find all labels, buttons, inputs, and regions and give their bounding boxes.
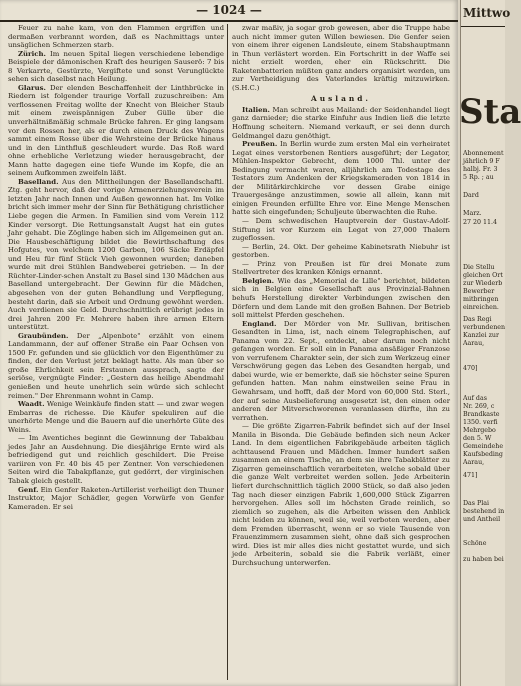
adjacent-page-rule [461, 26, 505, 27]
adjacent-page-line: Gemeindehe [463, 443, 504, 450]
article-text: In Berlin wurde zum ersten Mal ein verheiratet Legat eines verstorbenen Rentiers ausgeführt; der Legator, Mühlen-Inspektor Gebrecht, dem 1000 Thl. unter der Bedingung vermacht waren, alljährlich am Todestage des Testators zum Andenken der Kriegskameraden von 1814 in der Militärkirchkirche vor dessen Grabe einige Trauergesänge anzustimmen, sowie all allein, kann mit einigen Freunden erfüllte Ehre vor. Eine Menge Menschen hatte sich eingefunden; Schuljeute überwachten die Ruhe. [232, 140, 450, 217]
adjacent-page-line: 1350. verfi [463, 419, 498, 426]
article-text: — Dem schwedischen Hauptverein der Gustav-Adolf-Stiftung ist vor Kurzem ein Legat von 27,000 Thalern zugeflossen. [232, 217, 450, 243]
adjacent-page-line: Auf das [463, 395, 487, 402]
article-paragraph [8, 332, 224, 400]
adjacent-page-line: den 5. W [463, 435, 492, 442]
dateline: Italien. [242, 105, 270, 114]
article-text: Wenige Weinkäufe finden statt — und zwar wegen Embarras de richesse. Die Käufer spekuliren auf die unerhörte Menge und die Bauern auf die unerhörte Güte des Weins. [8, 400, 224, 434]
dateline: Graubünden. [18, 331, 69, 340]
dateline: Baselland. [18, 177, 59, 186]
adjacent-page-line: 5 Rp. ; au [463, 174, 494, 181]
adjacent-page-line: zu haben bei [463, 556, 504, 563]
adjacent-page-line: bestehend in [463, 508, 505, 515]
article-text: — Die größte Zigarren-Fabrik befindet sich auf der Insel Manila in Bisonda. Die Gebäude befinden sich neun Acker Land. In dem eigentlichen Fabrikgebäude arbeiten täglich achttausend Frauen und Mädchen. Immer hundert saßen zusammen an einem Tische, an dem sie ihre Tabakblätter zu Zigarren gemeinschaftlich verarbeiteten, welche sobald über die ganze Welt verbreitet werden sollen. Jede Arbeiterin liefert durchschnittlich täglich 2000 Stück, so daß also jeden Tag nach dieser einzigen Fabrik 1,600,000 Stück Zigarren hervorgehen. Alles soll im höchsten Grade reinlich, so ziemlich so zugehen, als die Arbeiten wissen den Anblick nicht leiden zu können, weil sie, weil verboten werden, aber dem Fremden überrascht, wenn er so viele Tausende von Frauenzimmern zusammen sieht, ohne daß sich gesprochen wird. Dies ist mir alles dies nicht gestattet wurde, und sich jede Arbeiterin, sobald sie die Fabrik verläßt, einer Durchsuchung unterwerfen. [232, 422, 450, 567]
adjacent-page-fragment [459, 0, 521, 686]
article-paragraph [8, 434, 224, 485]
dateline: Preußen. [242, 140, 278, 149]
article-paragraph [8, 84, 224, 178]
article-paragraph [232, 422, 450, 567]
right-column [232, 24, 450, 680]
page-header [0, 0, 458, 22]
adjacent-page-line: Schöne [463, 540, 487, 547]
article-text: Der elenden Beschaffenheit der Linthbrücke in Riedern ist folgender traurige Vorfall zuzuschreiben: Am verflossenen Freitag wollte der Knecht von Bleicher Staub mit einem zweispännigen Zuber Gülle über die unverhältnißmäßig schmale Brücke fahren. Er ging langsam vor den Rossen her, als er durch einen Druck des Wagens sammt einem Rosse über die Wehrsteine der Brücke hinaus und in den Linthfluß geschleudert wurde. Das Roß ward ohne erhebliche Verletzung wieder herausgebracht, der Mann hatte dagegen eine tiefe Wunde im Kopfe, die an seinem Aufkommen zweifeln läßt. [8, 83, 224, 178]
dateline: England. [242, 319, 277, 328]
article-paragraph [232, 24, 450, 92]
article-text: zwar maßiv, ja sogar grob gewesen, aber die Truppe habe auch nicht immer guten Willen bewiesen. Die Genfer seien von einem ihrer eigenen Landsleute, einem Stabshauptmann in Thun verlästert worden. Ein Fortschritt in der Waffe sei nicht erzielt worden, eher ein Rückschritt. Die Raketenbatterien müßten ganz anders organisirt werden, um zur Vertheidigung des Vaterlandes kräftig mitzuwirken. (S.H.C.) [232, 24, 450, 92]
article-text: — Berlin, 24. Okt. Der geheime Kabinetsrath Niebuhr ist gestorben. [232, 242, 450, 260]
dateline: Zürich. [18, 49, 46, 58]
article-text: Aus den Mittheilungen der Basellandschaftl. Ztg. geht hervor, daß der vorige Armenerziehungsverein im letzten Jahr nach Innen und Außen gewonnen hat. Im Volke bricht sich immer mehr der Sinn für Bethätigung christlicher Liebe gegen die Armen. In Familien sind vom Verein 112 Kinder versorgt. Die Rettungsanstalt Augst hat ein gutes Jahr gehabt. Die Zöglinge haben sich im Allgemeinen gut an. Die Hausbeschäftigung bildet die Bewirthschaftung des Hofgutes, von welchem 1200 Garben, 106 Säcke Erdäpfel und Heu für fünf Stück Vieh gewonnen wurden; daneben wurde mit drei Stühlen Bandweberei getrieben. — In der Rüchter-Linder-schen Anstalt zu Basel sind 130 Mädchen aus Baselland untergebracht. Der Gewinn für die Mädchen, abgesehen von der guten Behandlung und Verpflegung, besteht darin, daß sie Arbeit und Ordnung gewöhnt werden. Auch verdienen sie Geld. Durchschnittlich erübrigt jedes in drei Jahren 200 Fr. Mehrere haben ihre armen Eltern unterstützt. [8, 177, 224, 332]
article-text: Feuer zu nahe kam, von den Flammen ergriffen und dermaßen verbrannt worden, daß es Nachmittags unter unsäglichen Schmerzen starb. [8, 24, 224, 50]
adjacent-page-line: Aarau, [463, 340, 485, 347]
article-paragraph [232, 106, 450, 140]
article-paragraph [8, 178, 224, 332]
article-text: Im neuen Spital liegen verschiedene lebendige Beispiele der dämonischen Kraft des heurigen Sauserö: 7 bis 8 Verkarrte, Gestürzte, Vergiftete und sonst Verunglückte sehen sich daselbst nach Heilung. [8, 49, 224, 84]
page-number: — 1024 — [196, 3, 262, 17]
adjacent-page-line: Aarau, [463, 459, 485, 466]
adjacent-page-masthead: Sta [459, 92, 521, 132]
adjacent-page-line: halbj. Fr. 3 [463, 166, 498, 173]
adjacent-page-line: Mehrgebo [463, 427, 496, 434]
article-paragraph [8, 24, 224, 50]
adjacent-page-line: mitbringen [463, 296, 499, 303]
adjacent-page-title: Mittwo [463, 6, 511, 20]
article-paragraph [232, 243, 450, 260]
article-text: Der Mörder von Mr. Sullivan, britischen Gesandten in Lima, ist, nach einem Telegraphischen, auf Panama vom 22. Sept., entdeckt, aber darum noch nicht gefangen worden. Er soll ein in Panama ansäßiger Franzose von verrufenem Charakter sein, der sich zum Werkzeug einer Verschwörung gegen das Leben des Gesandten hergab, und dabei wurde, wie er bemerkte, daß sie höchster seine Spuren gefunden hatten. Man nahm einstweilen seine Frau in Gewahrsam, und hofft, daß der Mord von 60,000 Std. Sterl., der auf seine Ausbelieferung ausgesetzt ist, den einen oder anderen der Mitverschworenen veranlassen dürfte, ihn zu verrathen. [232, 319, 450, 422]
adjacent-page-line: jährlich 9 F [463, 158, 500, 165]
left-column [8, 24, 224, 680]
adjacent-page-line: Dard [463, 192, 479, 199]
article-text: Ein Genfer Raketen-Artillerist verheiligt den Thuner Instruktor, Major Schädler, gegen Vorwürfe von Genfer Kameraden. Er sei [8, 485, 224, 511]
adjacent-page-line: Bewerber [463, 288, 495, 295]
adjacent-page-line: 471] [463, 472, 478, 479]
adjacent-page-line: 27 20 11.4 [463, 219, 498, 226]
adjacent-page-line: einreichen. [463, 304, 499, 311]
dateline: Waadt. [18, 400, 45, 409]
article-text: Man schreibt aus Mailand: der Seidenhandel liegt ganz darnieder; die starke Einfuhr aus Indien ließ die letzte Hoffnung scheitern. Niemand verkauft, er sei denn durch Geldmangel dazu genöthigt. [232, 105, 450, 140]
adjacent-page-line: Das Plai [463, 500, 490, 507]
article-text: — Prinz von Preußen ist für drei Monate zum Stellvertreter des kranken Königs ernannt. [232, 259, 450, 277]
adjacent-page-line: 470] [463, 365, 478, 372]
adjacent-page-line: und Antheil [463, 516, 501, 523]
section-heading: Ausland. [311, 94, 371, 104]
article-paragraph [232, 277, 450, 320]
adjacent-page-line: Kanzlei zur [463, 332, 499, 339]
adjacent-page-line: Brandkaste [463, 411, 500, 418]
article-paragraph [232, 260, 450, 277]
dateline: Glarus. [18, 83, 46, 92]
article-paragraph [8, 50, 224, 84]
dateline: Belgien. [242, 276, 275, 285]
adjacent-page-line: Kaufsbeding [463, 451, 503, 458]
adjacent-page-line: Das Regi [463, 316, 492, 323]
dateline: Genf. [18, 485, 39, 494]
article-paragraph [8, 400, 224, 434]
article-paragraph [232, 320, 450, 423]
article-text: Der „Alpenbote" erzählt von einem Landammann, der auf offener Straße ein Paar Ochsen von 1500 Fr. gefunden und sie glücklich vor den Eigenthümer zu finden, der den Verlust jetzt beklagt hatte. Als man über so große Ehrlichkeit sein Erstaunen aussprach, sagte der seriöse, vergnügte Finder: „Gestern das heilige Abendmahl genießen und heute unehrlich sein würde sich schlecht reimen." Der Ehrenmann wohnt in Camp. [8, 331, 224, 400]
article-paragraph [232, 217, 450, 243]
column-divider [227, 24, 228, 680]
adjacent-page-line: verbundenen [463, 324, 506, 331]
article-paragraph [8, 486, 224, 512]
article-text: — Im Aventiches beginnt die Gewinnung der Tabakbau jedes Jahr an Ausdehnung. Die diesjährige Ernte wird als befriedigend gut und reichlich geschildert. Die Preise variiren von Fr. 40 bis 45 per Zentner. Von verschiedenen Seiten wird die Tabakpflanze, gut gedörrt, der virginischen Tabak gleich gestellt. [8, 434, 224, 485]
adjacent-page-line: Abonnement [463, 150, 504, 157]
adjacent-page-line: Nr. 269, c [463, 403, 495, 410]
article-text: Wie das „Memorial de Lille" berichtet, bildeten sich in Belgien eine Gesellschaft aus Provinzial-Bahnen behufs Herstellung direkter Verbindungen zwischen den Dörfern und dem Lande mit den großen Bahnen. Der Betrieb soll mittelst Pferden geschehen. [232, 276, 450, 320]
article-paragraph [232, 140, 450, 217]
adjacent-page-line: zur Wiederb [463, 280, 503, 287]
adjacent-page-line: gleichen Ort [463, 272, 503, 279]
adjacent-page-line: Die Stellu [463, 264, 495, 271]
adjacent-page-line: Marz. [463, 210, 482, 217]
